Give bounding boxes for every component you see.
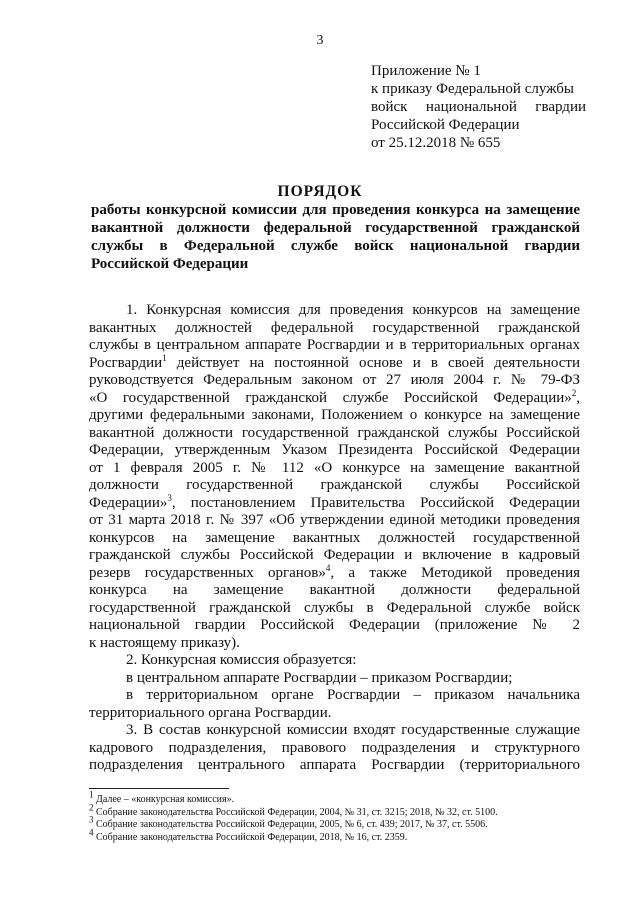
subtitle-line: Российской Федерации xyxy=(91,256,249,272)
subtitle-line: вакантной должности федеральной государственной гражданской xyxy=(91,220,580,236)
footnote-number: 1 xyxy=(89,789,94,800)
annex-line: к приказу Федеральной службы xyxy=(371,81,575,97)
footnote-ref: 2 xyxy=(571,387,577,398)
paragraph-2-item: в территориальном органе Росгвардии – приказом начальника xyxy=(126,687,580,703)
paragraph-1-line: к настоящему приказу). xyxy=(89,634,240,651)
paragraph-1-line: государственной гражданской службы в Федеральной службе войск xyxy=(89,599,580,616)
paragraph-2-item: территориального органа Росгвардии. xyxy=(89,704,332,721)
footnote-text: Далее – «конкурсная комиссия». xyxy=(93,794,235,805)
page-number: 3 xyxy=(316,33,324,48)
paragraph-1-line xyxy=(89,562,581,583)
annex-line: Российской Федерации xyxy=(371,117,520,133)
paragraph-1-line: от 1 февраля 2005 г. № 112 «О конкурсе на замещение вакантной xyxy=(89,459,580,476)
annex-header xyxy=(371,62,586,152)
text-span: Федерации» xyxy=(89,494,168,511)
paragraph-1-line: другими федеральными законами, Положением о конкурсе на замещение xyxy=(89,407,580,423)
text-span: , а также Методикой проведения xyxy=(330,564,581,581)
document-body xyxy=(89,302,580,775)
paragraph-1-line: национальной гвардии Российской Федерации (приложение № 2 xyxy=(89,617,580,633)
footnote-number: 3 xyxy=(89,814,94,825)
annex-line: войск национальной гвардии xyxy=(371,99,586,115)
footnote-number: 4 xyxy=(89,827,94,838)
document-title: ПОРЯДОК xyxy=(277,183,363,200)
paragraph-1-line: гражданской службы Российской Федерации и включение в кадровый xyxy=(89,547,580,563)
footnote-text: Собрание законодательства Российской Федерации, 2004, № 31, ст. 3215; 2018, № 32, ст. 5100. xyxy=(93,806,498,818)
paragraph-1-line: вакантной должности государственной гражданской службы Российской xyxy=(89,424,580,441)
paragraph-1-line: конкурсов на замещение вакантных должностей государственной xyxy=(89,529,580,546)
paragraph-1-line xyxy=(89,492,580,513)
footnote-ref: 4 xyxy=(325,562,331,573)
paragraph-1-line: руководствуется Федеральным законом от 27 июля 2004 г. № 79-ФЗ xyxy=(89,372,580,388)
footnote-number: 2 xyxy=(89,802,94,813)
footnote-ref: 3 xyxy=(167,492,172,503)
paragraph-1-line: службы в центральном аппарате Росгвардии и в территориальных органах xyxy=(89,337,580,353)
paragraph-1-line: 1. Конкурсная комиссия для проведения конкурсов на замещение xyxy=(126,302,580,318)
paragraph-1-line: конкурса на замещение вакантной должности федеральной xyxy=(89,582,580,598)
paragraph-3-line: подразделения центрального аппарата Росгвардии (территориального xyxy=(89,757,580,773)
footnote-text: Собрание законодательства Российской Федерации, 2018, № 16, ст. 2359. xyxy=(93,831,408,843)
paragraph-2-item: в центральном аппарате Росгвардии – приказом Росгвардии; xyxy=(126,669,513,686)
footnote xyxy=(89,814,580,832)
subtitle-line: работы конкурсной комиссии для проведения конкурса на замещение xyxy=(91,202,580,218)
annex-date: от 25.12.2018 № 655 xyxy=(371,135,501,151)
paragraph-1-line: вакантных должностей федеральной государственной гражданской xyxy=(89,319,580,336)
text-span: действует на постоянной основе и в своей деятельности xyxy=(166,354,580,371)
text-span: , постановлением Правительства Российской Федерации xyxy=(171,494,580,511)
paragraph-3-line: кадрового подразделения, правового подразделения и структурного xyxy=(89,739,580,756)
text-span: «О государственной гражданской службе Российской Федерации» xyxy=(89,389,572,406)
footnotes xyxy=(89,789,580,844)
text-span: Росгвардии xyxy=(89,354,163,371)
subtitle-line: службы в Федеральной службе войск национальной гвардии xyxy=(91,238,580,254)
paragraph-1-line: должности государственной гражданской службы Российской xyxy=(89,477,580,493)
footnote-text: Собрание законодательства Российской Федерации, 2005, № 6, ст. 439; 2017, № 37, ст. 5506. xyxy=(93,819,488,831)
paragraph-1-line: от 31 марта 2018 г. № 397 «Об утверждении единой методики проведения xyxy=(89,512,580,528)
paragraph-3-line: 3. В состав конкурсной комиссии входят государственные служащие xyxy=(126,722,580,738)
paragraph-1-line xyxy=(89,352,580,373)
text-span: , xyxy=(576,389,580,406)
paragraph-1-line: Федерации, утвержденным Указом Президента Российской Федерации xyxy=(89,442,580,458)
paragraph-2: 2. Конкурсная комиссия образуется: xyxy=(126,652,357,668)
footnote-ref: 1 xyxy=(162,352,167,363)
paragraph-1-line xyxy=(89,387,580,408)
document-subtitle xyxy=(91,201,580,273)
text-span: резерв государственных органов» xyxy=(89,564,326,581)
footnote xyxy=(89,789,580,807)
annex-line: Приложение № 1 xyxy=(371,63,481,79)
footnote xyxy=(89,827,580,845)
footnote xyxy=(89,802,580,820)
footnote-divider xyxy=(89,788,229,789)
